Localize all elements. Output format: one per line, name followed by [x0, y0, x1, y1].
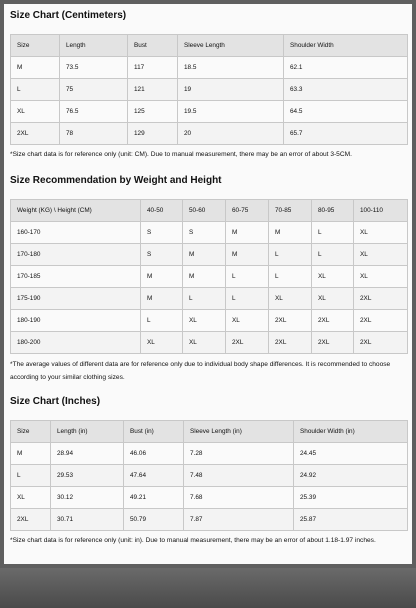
cm-size-table — [10, 34, 408, 145]
table-row — [11, 222, 408, 244]
table-cell: M — [226, 222, 269, 244]
inch-chart-title: Size Chart (Inches) — [10, 396, 101, 407]
table-cell: 18.5 — [178, 57, 284, 79]
column-header: Bust — [128, 35, 178, 57]
table-cell: 20 — [178, 123, 284, 145]
table-row — [11, 310, 408, 332]
table-cell: 2XL — [312, 310, 354, 332]
table-row — [11, 266, 408, 288]
table-cell: M — [141, 266, 183, 288]
table-row — [11, 288, 408, 310]
table-cell: 129 — [128, 123, 178, 145]
table-cell: M — [183, 244, 226, 266]
table-cell: 25.87 — [294, 509, 408, 531]
table-cell: S — [183, 222, 226, 244]
table-cell: 2XL — [354, 310, 408, 332]
table-header-row — [11, 421, 408, 443]
table-cell: 2XL — [312, 332, 354, 354]
table-cell: 180-200 — [11, 332, 141, 354]
table-cell: L — [226, 266, 269, 288]
table-cell: L — [269, 266, 312, 288]
table-cell: XL — [183, 310, 226, 332]
table-cell: 2XL — [354, 288, 408, 310]
table-cell: 50.79 — [124, 509, 184, 531]
table-cell: 30.12 — [51, 487, 124, 509]
table-cell: 47.64 — [124, 465, 184, 487]
inch-chart-note: *Size chart data is for reference only (unit: in). Due to manual measurement, there may be an error of about 1.18-1.97 inches. — [10, 537, 376, 544]
table-cell: 7.48 — [184, 465, 294, 487]
table-cell: L — [269, 244, 312, 266]
table-cell: 7.28 — [184, 443, 294, 465]
table-cell: L — [11, 465, 51, 487]
table-cell: 46.06 — [124, 443, 184, 465]
column-header: Sleeve Length — [178, 35, 284, 57]
inch-size-table — [10, 420, 408, 531]
table-cell: 49.21 — [124, 487, 184, 509]
table-cell: 63.3 — [284, 79, 408, 101]
table-cell: XL — [354, 244, 408, 266]
table-row — [11, 443, 408, 465]
table-cell: 170-180 — [11, 244, 141, 266]
column-header: Weight (KG) \ Height (CM) — [11, 200, 141, 222]
table-cell: M — [183, 266, 226, 288]
table-cell: 19 — [178, 79, 284, 101]
table-cell: 78 — [60, 123, 128, 145]
table-cell: L — [183, 288, 226, 310]
column-header: Shoulder Width — [284, 35, 408, 57]
table-cell: 2XL — [226, 332, 269, 354]
column-header: 80-95 — [312, 200, 354, 222]
table-cell: 2XL — [269, 332, 312, 354]
table-header-row — [11, 200, 408, 222]
table-cell: L — [11, 79, 60, 101]
table-cell: S — [141, 244, 183, 266]
table-row — [11, 465, 408, 487]
table-row — [11, 57, 408, 79]
table-cell: M — [11, 443, 51, 465]
column-header: Sleeve Length (in) — [184, 421, 294, 443]
table-cell: 2XL — [269, 310, 312, 332]
column-header: Bust (in) — [124, 421, 184, 443]
cm-chart-title: Size Chart (Centimeters) — [10, 10, 127, 21]
column-header: 100-110 — [354, 200, 408, 222]
table-row — [11, 509, 408, 531]
column-header: 50-60 — [183, 200, 226, 222]
table-cell: 2XL — [354, 332, 408, 354]
table-header-row — [11, 35, 408, 57]
table-cell: 75 — [60, 79, 128, 101]
table-row — [11, 79, 408, 101]
table-cell: 24.45 — [294, 443, 408, 465]
table-cell: 7.87 — [184, 509, 294, 531]
column-header: Shoulder Width (in) — [294, 421, 408, 443]
table-cell: 65.7 — [284, 123, 408, 145]
table-cell: 160-170 — [11, 222, 141, 244]
table-cell: 76.5 — [60, 101, 128, 123]
table-cell: XL — [354, 222, 408, 244]
table-cell: XL — [226, 310, 269, 332]
table-cell: 121 — [128, 79, 178, 101]
table-cell: 125 — [128, 101, 178, 123]
table-cell: 2XL — [11, 123, 60, 145]
table-cell: S — [141, 222, 183, 244]
recommendation-title: Size Recommendation by Weight and Height — [10, 175, 222, 186]
table-cell: L — [226, 288, 269, 310]
table-cell: XL — [269, 288, 312, 310]
table-cell: L — [141, 310, 183, 332]
table-cell: 28.94 — [51, 443, 124, 465]
table-row — [11, 244, 408, 266]
column-header: Size — [11, 421, 51, 443]
column-header: Length — [60, 35, 128, 57]
table-cell: M — [269, 222, 312, 244]
table-cell: XL — [183, 332, 226, 354]
table-cell: 64.5 — [284, 101, 408, 123]
table-row — [11, 332, 408, 354]
table-cell: 62.1 — [284, 57, 408, 79]
table-cell: XL — [141, 332, 183, 354]
table-cell: M — [11, 57, 60, 79]
cm-chart-note: *Size chart data is for reference only (unit: CM). Due to manual measurement, there may be an error of about 3-5CM. — [10, 151, 352, 158]
column-header: 70-85 — [269, 200, 312, 222]
table-cell: XL — [354, 266, 408, 288]
column-header: Size — [11, 35, 60, 57]
recommendation-table — [10, 199, 408, 354]
table-cell: 170-185 — [11, 266, 141, 288]
column-header: Length (in) — [51, 421, 124, 443]
table-cell: 117 — [128, 57, 178, 79]
column-header: 40-50 — [141, 200, 183, 222]
table-cell: 175-190 — [11, 288, 141, 310]
column-header: 60-75 — [226, 200, 269, 222]
table-cell: 73.5 — [60, 57, 128, 79]
table-cell: L — [312, 222, 354, 244]
table-cell: XL — [312, 266, 354, 288]
recommendation-note: *The average values of different data are for reference only due to individual body shape differences. It is recommended to choose according to your similar clothing sizes. — [10, 361, 391, 381]
table-row — [11, 487, 408, 509]
table-cell: 180-190 — [11, 310, 141, 332]
table-cell: 24.92 — [294, 465, 408, 487]
table-cell: XL — [11, 487, 51, 509]
table-cell: XL — [11, 101, 60, 123]
table-cell: 19.5 — [178, 101, 284, 123]
table-cell: 30.71 — [51, 509, 124, 531]
table-row — [11, 101, 408, 123]
table-cell: 7.68 — [184, 487, 294, 509]
background-band — [0, 568, 416, 608]
size-chart-page — [4, 4, 412, 564]
table-cell: 29.53 — [51, 465, 124, 487]
table-cell: 25.39 — [294, 487, 408, 509]
table-cell: 2XL — [11, 509, 51, 531]
table-row — [11, 123, 408, 145]
table-cell: XL — [312, 288, 354, 310]
table-cell: L — [312, 244, 354, 266]
table-cell: M — [226, 244, 269, 266]
table-cell: M — [141, 288, 183, 310]
